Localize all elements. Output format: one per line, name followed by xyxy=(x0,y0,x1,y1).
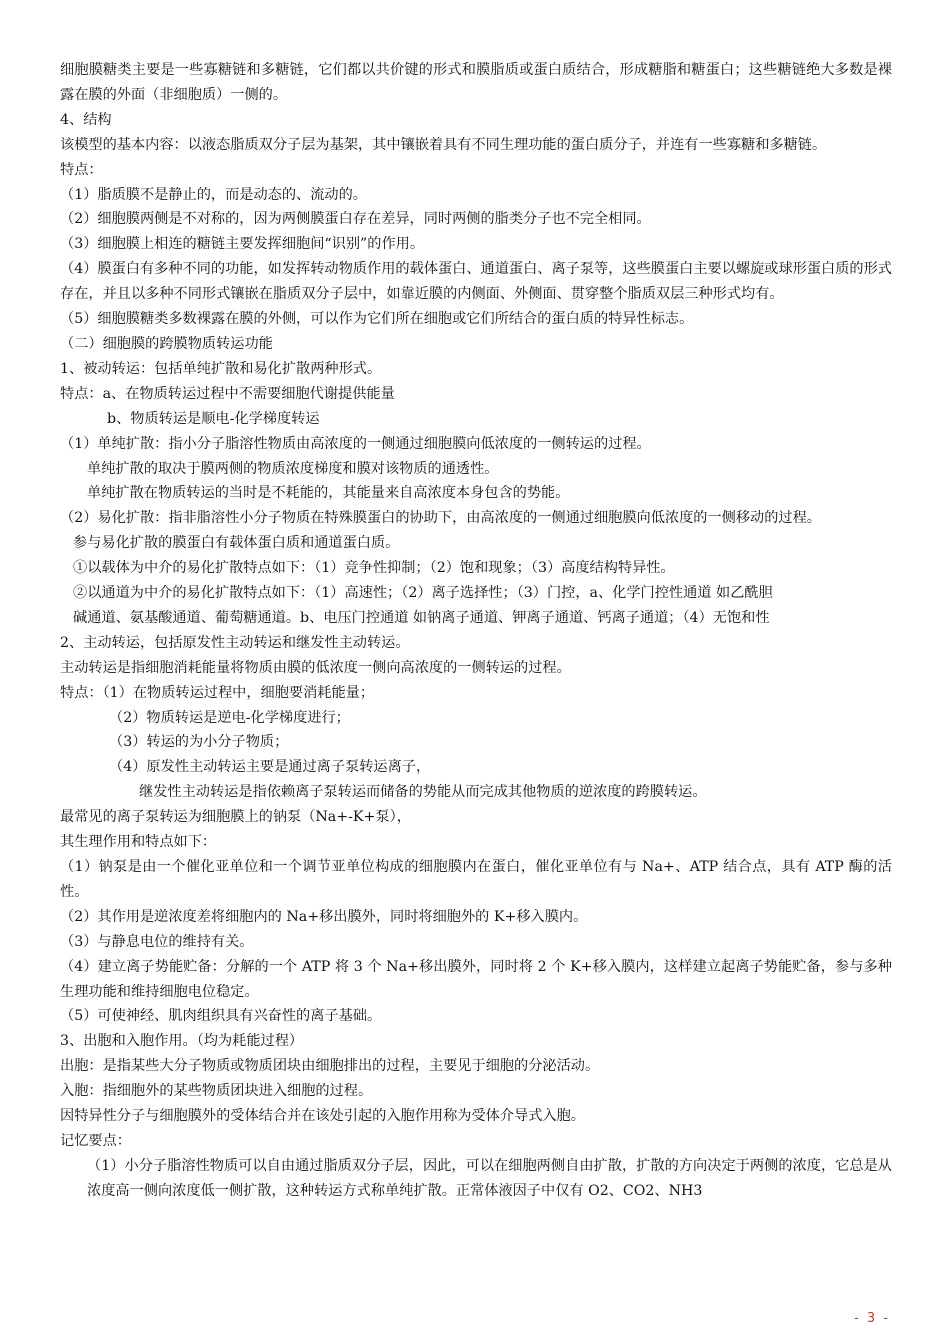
list-item: （1）单纯扩散：指小分子脂溶性物质由高浓度的一侧通过细胞膜向低浓度的一侧转运的过程。 xyxy=(60,435,651,452)
paragraph: 细胞膜糖类主要是一些寡糖链和多糖链，它们都以共价键的形式和膜脂质或蛋白质结合，形成糖脂和糖蛋白；这些糖链绝大多数是裸露在膜的外面（非细胞质）一侧的。 xyxy=(60,62,892,103)
paragraph: 特点：a、在物质转运过程中不需要细胞代谢提供能量 xyxy=(60,385,395,402)
paragraph: 单纯扩散的取决于膜两侧的物质浓度梯度和膜对该物质的通透性。 xyxy=(87,460,499,477)
list-item: （4）原发性主动转运主要是通过离子泵转运离子， xyxy=(109,759,431,776)
list-item: 碱通道、氨基酸通道、葡萄糖通道。b、电压门控通道 如钠离子通道、钾离子通道、钙离子通道；（4）无饱和性 xyxy=(73,609,770,626)
paragraph: （1）小分子脂溶性物质可以自由通过脂质双分子层，因此，可以在细胞两侧自由扩散，扩散的方向决定于两侧的浓度，它总是从浓度高一侧向浓度低一侧扩散，这种转运方式称单纯扩散。正常体液因子中仅有 O2、CO2、NH3 xyxy=(87,1157,892,1199)
list-item: （5）细胞膜糖类多数裸露在膜的外侧，可以作为它们所在细胞或它们所结合的蛋白质的特异性标志。 xyxy=(60,311,694,328)
paragraph: 出胞：是指某些大分子物质或物质团块由细胞排出的过程，主要见于细胞的分泌活动。 xyxy=(60,1058,600,1075)
list-item: （3）转运的为小分子物质； xyxy=(109,734,289,751)
list-item: （5）可使神经、肌肉组织具有兴奋性的离子基础。 xyxy=(60,1008,382,1025)
list-item: （2）细胞膜两侧是不对称的，因为两侧膜蛋白存在差异，同时两侧的脂类分子也不完全相同。 xyxy=(60,211,651,228)
paragraph: 因特异性分子与细胞膜外的受体结合并在该处引起的入胞作用称为受体介导式入胞。 xyxy=(60,1108,585,1125)
list-item: （2）易化扩散：指非脂溶性小分子物质在特殊膜蛋白的协助下，由高浓度的一侧通过细胞膜向低浓度的一侧移动的过程。 xyxy=(60,510,821,527)
section-heading: （二）细胞膜的跨膜物质转运功能 xyxy=(60,335,273,352)
page-number: - 3 - xyxy=(854,1311,890,1326)
paragraph: 入胞：指细胞外的某些物质团块进入细胞的过程。 xyxy=(60,1083,373,1100)
list-item: （3）与静息电位的维持有关。 xyxy=(60,933,254,950)
paragraph: 主动转运是指细胞消耗能量将物质由膜的低浓度一侧向高浓度的一侧转运的过程。 xyxy=(60,659,571,676)
list-item: （4）膜蛋白有多种不同的功能，如发挥转动物质作用的载体蛋白、通道蛋白、离子泵等，这些膜蛋白主要以螺旋或球形蛋白质的形式存在，并且以多种不同形式镶嵌在脂质双分子层中，如靠近膜的内侧面、外侧面、贯穿整个脂质双层三种形式均有。 xyxy=(60,261,892,303)
paragraph: 特点：（1）在物质转运过程中，细胞要消耗能量； xyxy=(60,684,375,701)
list-item: （4）建立离子势能贮备：分解的一个 ATP 将 3 个 Na+移出膜外，同时将 2 个 K+移入膜内，这样建立起离子势能贮备，参与多种生理功能和维持细胞电位稳定。 xyxy=(60,958,892,1000)
list-item: ②以通道为中介的易化扩散特点如下：（1）高速性；（2）离子选择性；（3）门控，a、化学门控性通道 如乙酰胆 xyxy=(73,585,773,602)
paragraph: b、物质转运是顺电-化学梯度转运 xyxy=(107,410,320,427)
list-item: （1）脂质膜不是静止的，而是动态的、流动的。 xyxy=(60,186,367,203)
paragraph: 该模型的基本内容：以液态脂质双分子层为基架，其中镶嵌着具有不同生理功能的蛋白质分子，并连有一些寡糖和多糖链。 xyxy=(60,136,827,153)
section-heading: 1、被动转运：包括单纯扩散和易化扩散两种形式。 xyxy=(60,360,382,377)
paragraph: 单纯扩散在物质转运的当时是不耗能的，其能量来自高浓度本身包含的势能。 xyxy=(87,485,570,502)
paragraph: 其生理作用和特点如下： xyxy=(60,834,217,851)
section-heading: 4、结构 xyxy=(60,111,112,128)
list-item: ①以载体为中介的易化扩散特点如下：（1）竞争性抑制；（2）饱和现象；（3）高度结构特异性。 xyxy=(73,560,675,577)
paragraph: 特点： xyxy=(60,161,103,178)
paragraph: 最常见的离子泵转运为细胞膜上的钠泵（Na+-K+泵）， xyxy=(60,809,411,826)
page-content xyxy=(60,58,892,1204)
paragraph: 记忆要点： xyxy=(60,1132,131,1149)
list-item: （2）其作用是逆浓度差将细胞内的 Na+移出膜外，同时将细胞外的 K+移入膜内。 xyxy=(60,908,588,925)
list-item: （3）细胞膜上相连的糖链主要发挥细胞间“识别”的作用。 xyxy=(60,236,425,253)
list-item: （1）钠泵是由一个催化亚单位和一个调节亚单位构成的细胞膜内在蛋白，催化亚单位有与 Na+、ATP 结合点，具有 ATP 酶的活性。 xyxy=(60,859,892,900)
list-item: （2）物质转运是逆电-化学梯度进行； xyxy=(109,709,350,726)
paragraph: 参与易化扩散的膜蛋白有载体蛋白质和通道蛋白质。 xyxy=(73,535,400,552)
paragraph: 继发性主动转运是指依赖离子泵转运而储备的势能从而完成其他物质的逆浓度的跨膜转运。 xyxy=(139,784,707,801)
section-heading: 2、主动转运，包括原发性主动转运和继发性主动转运。 xyxy=(60,634,410,651)
section-heading: 3、出胞和入胞作用。（均为耗能过程） xyxy=(60,1033,304,1050)
